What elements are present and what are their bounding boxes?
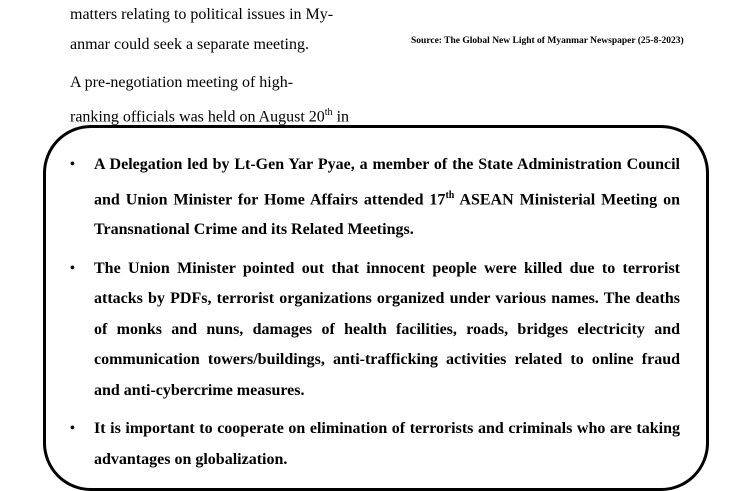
summary-list	[70, 150, 680, 483]
bullet-text: The Union Minister pointed out that innocent people were killed due to terrorist attacks by PDFs, terrorist organizations organized under various names. The deaths of monks and nuns, damages of health facilities, roads, bridges electricity and communication towers/buildings, anti-trafficking activities related to online fraud and anti-cybercrime measures.	[94, 259, 680, 399]
article-line: matters relating to political issues in My-	[70, 6, 334, 23]
article-column	[70, 0, 362, 132]
list-item	[70, 414, 680, 475]
article-paragraph-1	[70, 0, 362, 60]
article-line: anmar could seek a separate meeting.	[70, 36, 309, 53]
article-line: ranking officials was held on August 20	[70, 108, 325, 126]
bullet-text: It is important to cooperate on elimination of terrorists and criminals who are taking advantages on globalization.	[94, 420, 680, 468]
article-line: in	[332, 108, 350, 126]
list-item	[70, 150, 680, 246]
bullet-text: ASEAN Ministerial Meeting on Transnational Crime and its Related Meetings.	[94, 190, 681, 239]
article-line: A pre-negotiation meeting of high-	[70, 74, 294, 91]
bullet-icon: •	[70, 260, 75, 276]
bullet-text: A Delegation led by Lt-Gen Yar Pyae, a member of the State Administration Council and Union Minister for Home Affairs attended 17	[94, 156, 680, 208]
superscript: th	[324, 107, 333, 118]
article-paragraph-2	[70, 68, 362, 132]
bullet-icon: •	[70, 157, 75, 172]
bullet-icon: •	[70, 421, 75, 437]
superscript: th	[445, 189, 455, 201]
source-caption: Source: The Global New Light of Myanmar Newspaper (25-8-2023)	[411, 36, 684, 46]
list-item	[70, 254, 680, 407]
